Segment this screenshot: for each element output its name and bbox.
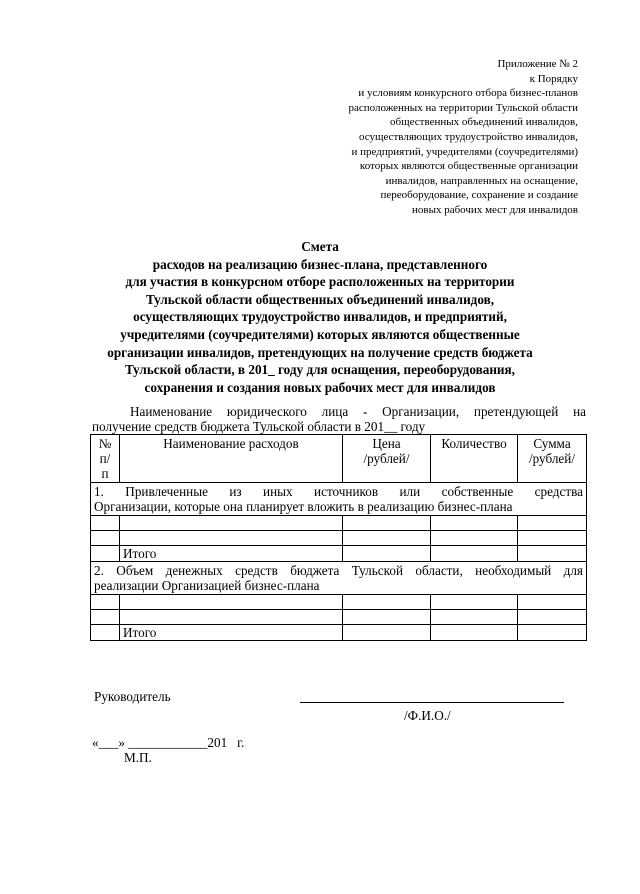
appendix-header	[278, 57, 578, 218]
section-2-line1: 2. Объем денежных средств бюджета Тульской области, необходимый для	[94, 563, 583, 578]
cell-qty[interactable]	[431, 595, 518, 610]
cell-name[interactable]	[120, 610, 343, 625]
table-row	[91, 516, 587, 531]
cell-price[interactable]	[343, 546, 431, 562]
cell-name[interactable]	[120, 531, 343, 546]
appendix-line: к Порядку	[529, 72, 578, 85]
title-line: Тульской области общественных объединений инвалидов,	[145, 291, 495, 307]
cell-sum[interactable]	[518, 531, 587, 546]
cell-price[interactable]	[343, 516, 431, 531]
section-2-row	[91, 562, 587, 595]
cell-price[interactable]	[343, 531, 431, 546]
total-row	[91, 546, 587, 562]
organization-line: получение средств бюджета Тульской области в 201__ году	[92, 419, 426, 434]
cell-sum[interactable]	[518, 625, 587, 641]
title-line: учредителями (соучредителями) которых являются общественные	[120, 326, 520, 342]
table-header-row	[91, 435, 587, 483]
title-line: для участия в конкурсном отборе расположенных на территории	[125, 274, 515, 290]
fio-caption: /Ф.И.О./	[404, 708, 451, 723]
appendix-line: общественных объединений инвалидов,	[390, 116, 578, 129]
cell-num[interactable]	[91, 595, 120, 610]
cell-qty[interactable]	[431, 610, 518, 625]
section-1-line1: 1. Привлеченные из иных источников или собственные средства	[94, 484, 583, 499]
estimate-table	[90, 434, 587, 641]
appendix-line: инвалидов, направленных на оснащение,	[385, 174, 578, 187]
cell-sum[interactable]	[518, 610, 587, 625]
cell-sum[interactable]	[518, 516, 587, 531]
total-label: Итого	[120, 625, 343, 641]
title-line: сохранения и создания новых рабочих мест для инвалидов	[144, 379, 496, 395]
cell-qty[interactable]	[431, 516, 518, 531]
stamp-label: М.П.	[124, 750, 152, 765]
appendix-line: переоборудование, сохранение и создание	[380, 189, 578, 202]
title-line: Смета	[301, 239, 339, 254]
cell-price[interactable]	[343, 610, 431, 625]
title-line: осуществляющих трудоустройство инвалидов, и предприятий,	[133, 309, 507, 325]
appendix-line: осуществляющих трудоустройство инвалидов,	[358, 130, 578, 143]
header-price: Цена /рублей/	[343, 435, 431, 483]
organization-line: Наименование юридического лица - Организации, претендующей на	[130, 404, 586, 419]
title-line: Тульской области, в 201_ году для оснащения, переоборудования,	[125, 362, 515, 378]
title-line: расходов на реализацию бизнес-плана, представленного	[152, 256, 488, 272]
total-label: Итого	[120, 546, 343, 562]
header-num: № п/ п	[91, 435, 120, 483]
cell-num[interactable]	[91, 516, 120, 531]
header-name: Наименование расходов	[120, 435, 343, 483]
cell-num[interactable]	[91, 610, 120, 625]
cell-price[interactable]	[343, 595, 431, 610]
section-1-line2: Организации, которые она планирует вложить в реализацию бизнес-плана	[94, 499, 513, 514]
cell-name[interactable]	[120, 516, 343, 531]
signature-line[interactable]	[300, 702, 564, 703]
table-row	[91, 531, 587, 546]
table-row	[91, 610, 587, 625]
section-1-row	[91, 483, 587, 516]
document-title	[60, 238, 580, 396]
cell-sum[interactable]	[518, 595, 587, 610]
cell-price[interactable]	[343, 625, 431, 641]
appendix-line: расположенных на территории Тульской области	[348, 101, 578, 114]
total-row	[91, 625, 587, 641]
cell-name[interactable]	[120, 595, 343, 610]
organization-name-field	[92, 404, 586, 434]
cell-qty[interactable]	[431, 546, 518, 562]
appendix-line: и условиям конкурсного отбора бизнес-планов	[358, 87, 578, 100]
title-line: организации инвалидов, претендующих на получение средств бюджета	[107, 344, 533, 360]
date-field[interactable]: «___» ____________201 г.	[92, 735, 245, 750]
table-row	[91, 595, 587, 610]
appendix-line: Приложение № 2	[497, 58, 578, 70]
section-2-line2: реализации Организацией бизнес-плана	[94, 578, 320, 593]
cell-sum[interactable]	[518, 546, 587, 562]
appendix-line: и предприятий, учредителями (соучредителями)	[351, 145, 578, 158]
cell-qty[interactable]	[431, 625, 518, 641]
cell-qty[interactable]	[431, 531, 518, 546]
cell-num[interactable]	[91, 531, 120, 546]
header-sum: Сумма /рублей/	[518, 435, 587, 483]
appendix-line: которых являются общественные организации	[359, 160, 578, 173]
header-qty: Количество	[431, 435, 518, 483]
signature-label: Руководитель	[94, 689, 171, 704]
appendix-line: новых рабочих мест для инвалидов	[411, 203, 578, 216]
